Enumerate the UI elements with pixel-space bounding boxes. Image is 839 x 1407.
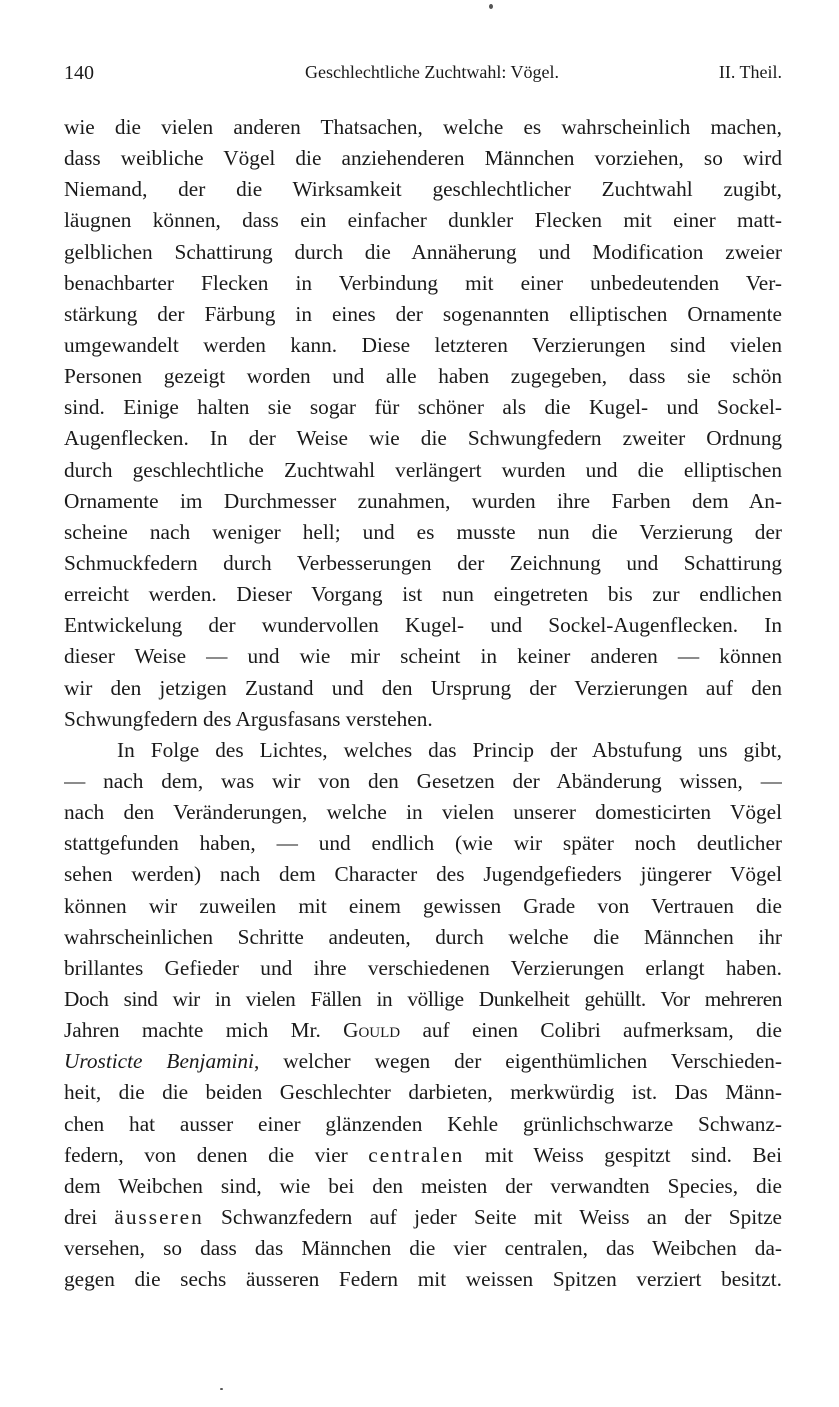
text-line: erreicht werden. Dieser Vorgang ist nun eingetreten bis zur endlichen <box>64 582 782 607</box>
part-label: II. Theil. <box>718 62 782 82</box>
emphasized-word: centralen <box>368 1142 465 1167</box>
text-line: Niemand, der die Wirksamkeit geschlechtlicher Zuchtwahl zugibt, <box>64 177 782 202</box>
text-line: läugnen können, dass ein einfacher dunkler Flecken mit einer matt- <box>64 208 782 233</box>
text-line: Personen gezeigt worden und alle haben zugegeben, dass sie schön <box>64 364 782 389</box>
text-line: sind. Einige halten sie sogar für schöner als die Kugel- und Sockel- <box>64 395 782 420</box>
text-line: Ornamente im Durchmesser zunahmen, wurden ihre Farben dem An- <box>64 488 782 513</box>
text-line: In Folge des Lichtes, welches das Princip der Abstufung uns gibt, <box>117 737 782 762</box>
text-line: gegen die sechs äusseren Federn mit weissen Spitzen verziert besitzt. <box>64 1267 782 1292</box>
text-line: wie die vielen anderen Thatsachen, welche es wahrscheinlich machen, <box>64 115 782 139</box>
text-fragment: Schwanzfedern auf jeder Seite mit Weiss an der Spitze <box>203 1204 782 1229</box>
text-line: wahrscheinlichen Schritte andeuten, durch welche die Männchen ihr <box>64 924 782 949</box>
paragraph-1 <box>64 112 782 735</box>
body-text <box>64 112 782 1295</box>
text-fragment: auf einen Colibri aufmerksam, die <box>400 1018 782 1043</box>
text-line: chen hat ausser einer glänzenden Kehle grünlichschwarze Schwanz- <box>64 1111 782 1136</box>
text-line: umgewandelt werden kann. Diese letzteren Verzierungen sind vielen <box>64 332 782 357</box>
text-line: wir den jetzigen Zustand und den Ursprung der Verzierungen auf den <box>64 675 782 700</box>
text-line: — nach dem, was wir von den Gesetzen der Abänderung wissen, — <box>64 768 782 793</box>
ink-speck <box>489 4 493 9</box>
text-line: können wir zuweilen mit einem gewissen Grade von Vertrauen die <box>64 893 782 918</box>
text-line: stattgefunden haben, — und endlich (wie wir später noch deutlicher <box>64 831 782 856</box>
running-header <box>64 62 782 88</box>
text-line: brillantes Gefieder und ihre verschiedenen Verzierungen erlangt haben. <box>64 955 782 980</box>
text-line: benachbarter Flecken in Verbindung mit einer unbedeutenden Ver- <box>64 270 782 295</box>
text-line: dem Weibchen sind, wie bei den meisten der verwandten Species, die <box>64 1173 782 1198</box>
text-fragment: mit Weiss gespitzt sind. Bei <box>464 1142 782 1167</box>
text-line: heit, die die beiden Geschlechter darbieten, merkwürdig ist. Das Männ- <box>64 1080 782 1105</box>
text-line: gelblichen Schattirung durch die Annäherung und Modification zweier <box>64 239 782 264</box>
text-line: durch geschlechtliche Zuchtwahl verlängert wurden und die elliptischen <box>64 457 782 482</box>
text-fragment: , welcher wegen der eigenthümlichen Verschieden- <box>253 1049 782 1074</box>
text-line: Schwungfedern des Argusfasans verstehen. <box>64 706 433 731</box>
text-line <box>64 1202 782 1233</box>
text-line: Schmuckfedern durch Verbesserungen der Zeichnung und Schattirung <box>64 550 782 575</box>
text-fragment: Jahren machte mich Mr. <box>64 1018 344 1043</box>
text-line: scheine nach weniger hell; und es musste nun die Verzierung der <box>64 519 782 544</box>
ink-speck <box>220 1388 223 1390</box>
text-line: Augenflecken. In der Weise wie die Schwungfedern zweiter Ordnung <box>64 426 782 451</box>
text-line: Doch sind wir in vielen Fällen in völlige Dunkelheit gehüllt. Vor mehreren <box>64 986 782 1011</box>
text-line: versehen, so dass das Männchen die vier centralen, das Weibchen da- <box>64 1236 782 1261</box>
text-line: dieser Weise — und wie mir scheint in keiner anderen — können <box>64 644 782 669</box>
author-name: Gould <box>343 1018 401 1043</box>
page-number: 140 <box>64 62 94 84</box>
text-line <box>64 1015 782 1046</box>
running-title: Geschlechtliche Zuchtwahl: Vögel. <box>304 62 560 82</box>
text-line: Entwickelung der wundervollen Kugel- und Sockel-Augenflecken. In <box>64 613 782 638</box>
paragraph-2 <box>64 735 782 1296</box>
text-fragment: federn, von denen die vier <box>64 1142 369 1167</box>
text-fragment: drei <box>64 1204 115 1229</box>
text-line <box>64 1140 782 1171</box>
emphasized-word: äusseren <box>114 1204 204 1229</box>
text-line: dass weibliche Vögel die anziehenderen Männchen vorziehen, so wird <box>64 146 782 171</box>
species-name: Urosticte Benjamini <box>64 1049 254 1074</box>
text-line: stärkung der Färbung in eines der sogenannten elliptischen Ornamente <box>64 301 782 326</box>
text-line <box>64 1046 782 1077</box>
text-line: nach den Veränderungen, welche in vielen unserer domesticirten Vögel <box>64 800 782 825</box>
text-line: sehen werden) nach dem Character des Jugendgefieders jüngerer Vögel <box>64 862 782 887</box>
